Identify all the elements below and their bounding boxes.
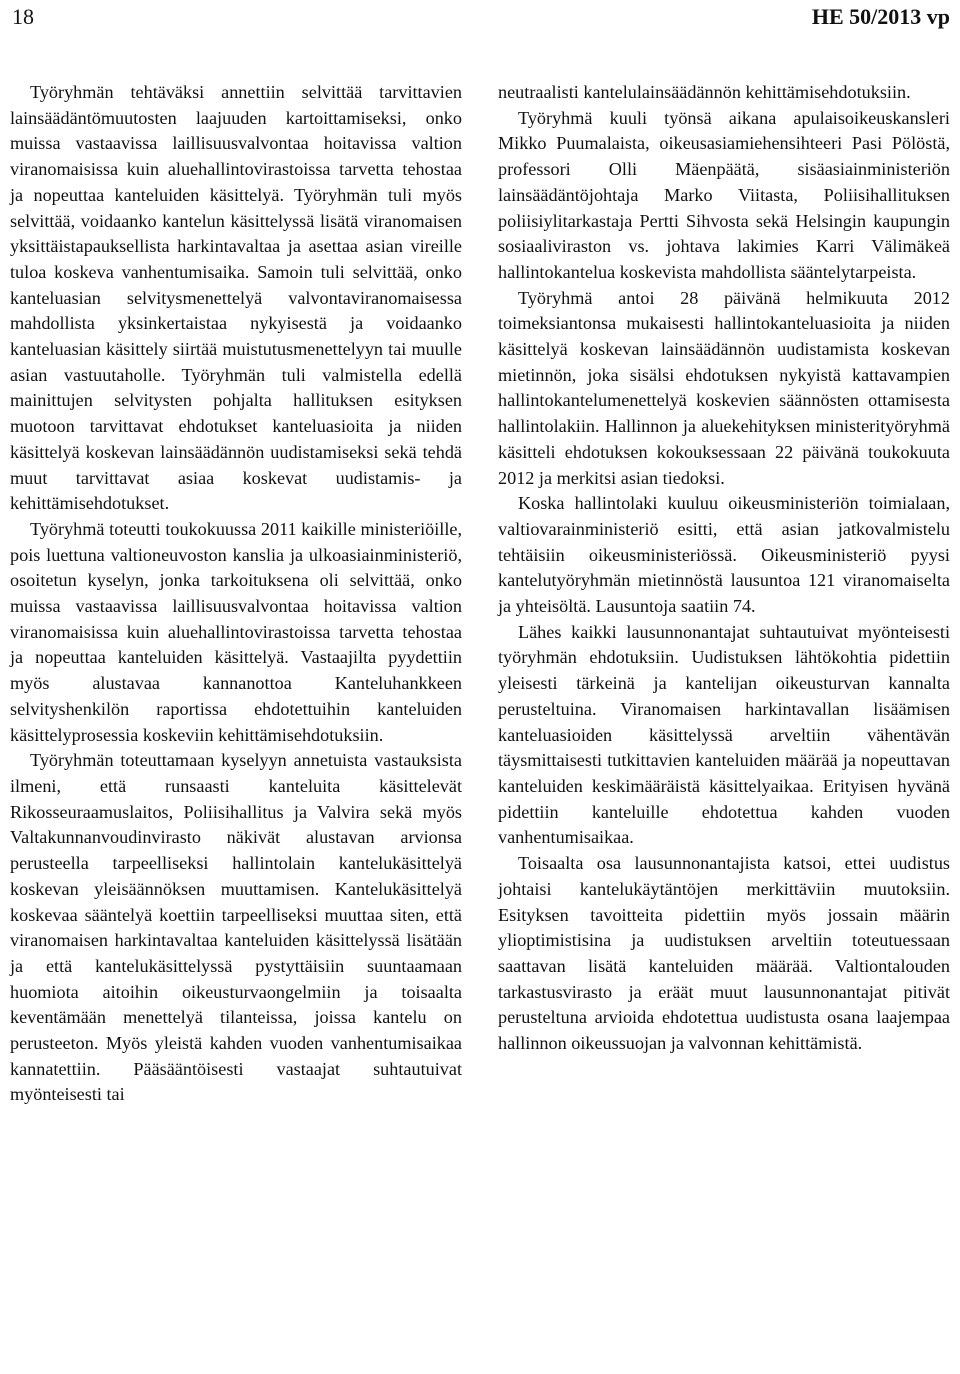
- paragraph: Työryhmän tehtäväksi annettiin selvittää tarvittavien lainsäädäntömuutosten laajuuden kartoittamiseksi, onko muissa vastaavissa laillisuusvalvontaa hoitavissa valtion viranomaisissa kuin aluehallintovirastoissa tarvetta tehostaa ja nopeuttaa kanteluiden käsittelyä. Työryhmän tuli myös selvittää, voidaanko kantelun käsittelyssä lisätä viranomaisen yksittäistapauksellista harkintavaltaa ja asettaa asian vireille tuloa koskeva vanhentumisaika. Samoin tuli selvittää, onko kanteluasian selvitysmenettelyä valvontaviranomaisessa mahdollista yksinkertaistaa nykyisestä ja voidaanko kanteluasian käsittely siirtää muistutusmenettelyyn tai muulle asian vastuutaholle. Työryhmän tuli valmistella edellä mainittujen selvitysten pohjalta hallituksen esityksen muotoon tarvittavat ehdotukset kanteluasioita ja niiden käsittelyä koskevan lainsäädännön uudistamiseksi sekä tehdä muut tarvittavat asiaa koskevat uudistamis- ja kehittämisehdotukset.: [10, 82, 462, 514]
- paragraph: neutraalisti kantelulainsäädännön kehittämisehdotuksiin.: [498, 82, 911, 102]
- paragraph: Työryhmä antoi 28 päivänä helmikuuta 2012 toimeksiantonsa mukaisesti hallintokanteluasioita ja niiden käsittelyä koskevan lainsäädännön uudistamista koskevan mietinnön, joka sisälsi ehdotuksen nykyistä kattavampien hallintokantelumenettelyä koskevien säännösten ottamisesta hallintolakiin. Hallinnon ja aluekehityksen ministerityöryhmä käsitteli ehdotuksen kokouksessaan 22 päivänä toukokuuta 2012 ja merkitsi asian tiedoksi.: [498, 287, 950, 488]
- page-number: 18: [12, 4, 34, 29]
- document-id: HE 50/2013 vp: [811, 4, 950, 29]
- right-column: [498, 80, 950, 1057]
- paragraph: Koska hallintolaki kuuluu oikeusministeriön toimialaan, valtiovarainministeriö esitti, että asian jatkovalmistelu tehtäisiin oikeusministeriössä. Oikeusministeriö pyysi kantelutyöryhmän mietinnöstä lausuntoa 121 viranomaiselta ja yhteisöltä. Lausuntoja saatiin 74.: [498, 493, 950, 617]
- paragraph: Lähes kaikki lausunnonantajat suhtautuivat myönteisesti työryhmän ehdotuksiin. Uudistuksen lähtökohtia pidettiin yleisesti tärkeinä ja kantelijan oikeusturvan kannalta perusteltuina. Viranomaisen harkintavallan lisäämisen kanteluasioiden käsittelyssä arveltiin vähentävän täysmittaisesti tutkittavien kanteluiden määrää ja nopeuttavan kanteluiden keskimääräistä käsittelyaikaa. Erityisen hyvänä pidettiin kanteluille ehdotettua kahden vuoden vanhentumisaikaa.: [498, 621, 950, 848]
- page-header: [10, 2, 950, 36]
- paragraph: Työryhmä toteutti toukokuussa 2011 kaikille ministeriöille, pois luettuna valtioneuvoston kanslia ja ulkoasiainministeriö, osoitetun kyselyn, jonka tarkoituksena oli selvittää, onko muissa vastaavissa laillisuusvalvontaa hoitavissa valtion viranomaisissa kuin aluehallintovirastoissa tarvetta tehostaa ja nopeuttaa kanteluiden käsittelyä. Vastaajilta pyydettiin myös alustavaa kannanottoa Kanteluhankkeen selvityshenkilön raportissa ehdotettuihin kanteluiden käsittelyprosessia koskeviin kehittämisehdotuksiin.: [10, 518, 462, 745]
- left-column: [10, 80, 462, 1108]
- paragraph: Työryhmä kuuli työnsä aikana apulaisoikeuskansleri Mikko Puumalaista, oikeusasiamiehensihteeri Pasi Pölöstä, professori Olli Mäenpäätä, sisäasiainministeriön lainsäädäntöjohtaja Marko Viitasta, Poliisihallituksen poliisiylitarkastaja Pertti Sihvosta sekä Helsingin kaupungin sosiaaliviraston vs. johtava lakimies Karri Välimäkeä hallintokantelua koskevista mahdollista sääntelytarpeista.: [498, 107, 950, 282]
- paragraph: Toisaalta osa lausunnonantajista katsoi, ettei uudistus johtaisi kantelukäytäntöjen merkittäviin muutoksiin. Esityksen tavoitteita pidettiin myös jossain määrin ylioptimistisina ja uudistuksen arveltiin toteutuessaan saattavan lisätä kanteluiden määrää. Valtiontalouden tarkastusvirasto ja eräät muut lausunnonantajat pitivät perusteltuna arvioida ehdotettua uudistusta osana laajempaa hallinnon oikeussuojan ja valvonnan kehittämistä.: [498, 853, 950, 1054]
- paragraph: Työryhmän toteuttamaan kyselyyn annetuista vastauksista ilmeni, että runsaasti kanteluita käsittelevät Rikosseuraamuslaitos, Poliisihallitus ja Valvira sekä myös Valtakunnanvoudinvirasto näkivät alustavan arvionsa perusteella tarpeelliseksi hallintolain kantelukäsittelyä koskevan yleisäännöksen muuttamisen. Kantelukäsittelyä koskevaa sääntelyä koettiin tarpeelliseksi muuttaa siten, että viranomaisen harkintavaltaa kanteluiden käsittelyssä lisätään ja että kantelukäsittelyssä pystyttäisiin suuntaamaan huomiota aitoihin oikeusturvaongelmiin ja toisaalta keventämään menettelyä tilanteissa, joissa kantelu on perusteeton. Myös yleistä kahden vuoden vanhentumisaikaa kannatettiin. Pääsääntöisesti vastaajat suhtautuivat myönteisesti tai: [10, 750, 462, 1105]
